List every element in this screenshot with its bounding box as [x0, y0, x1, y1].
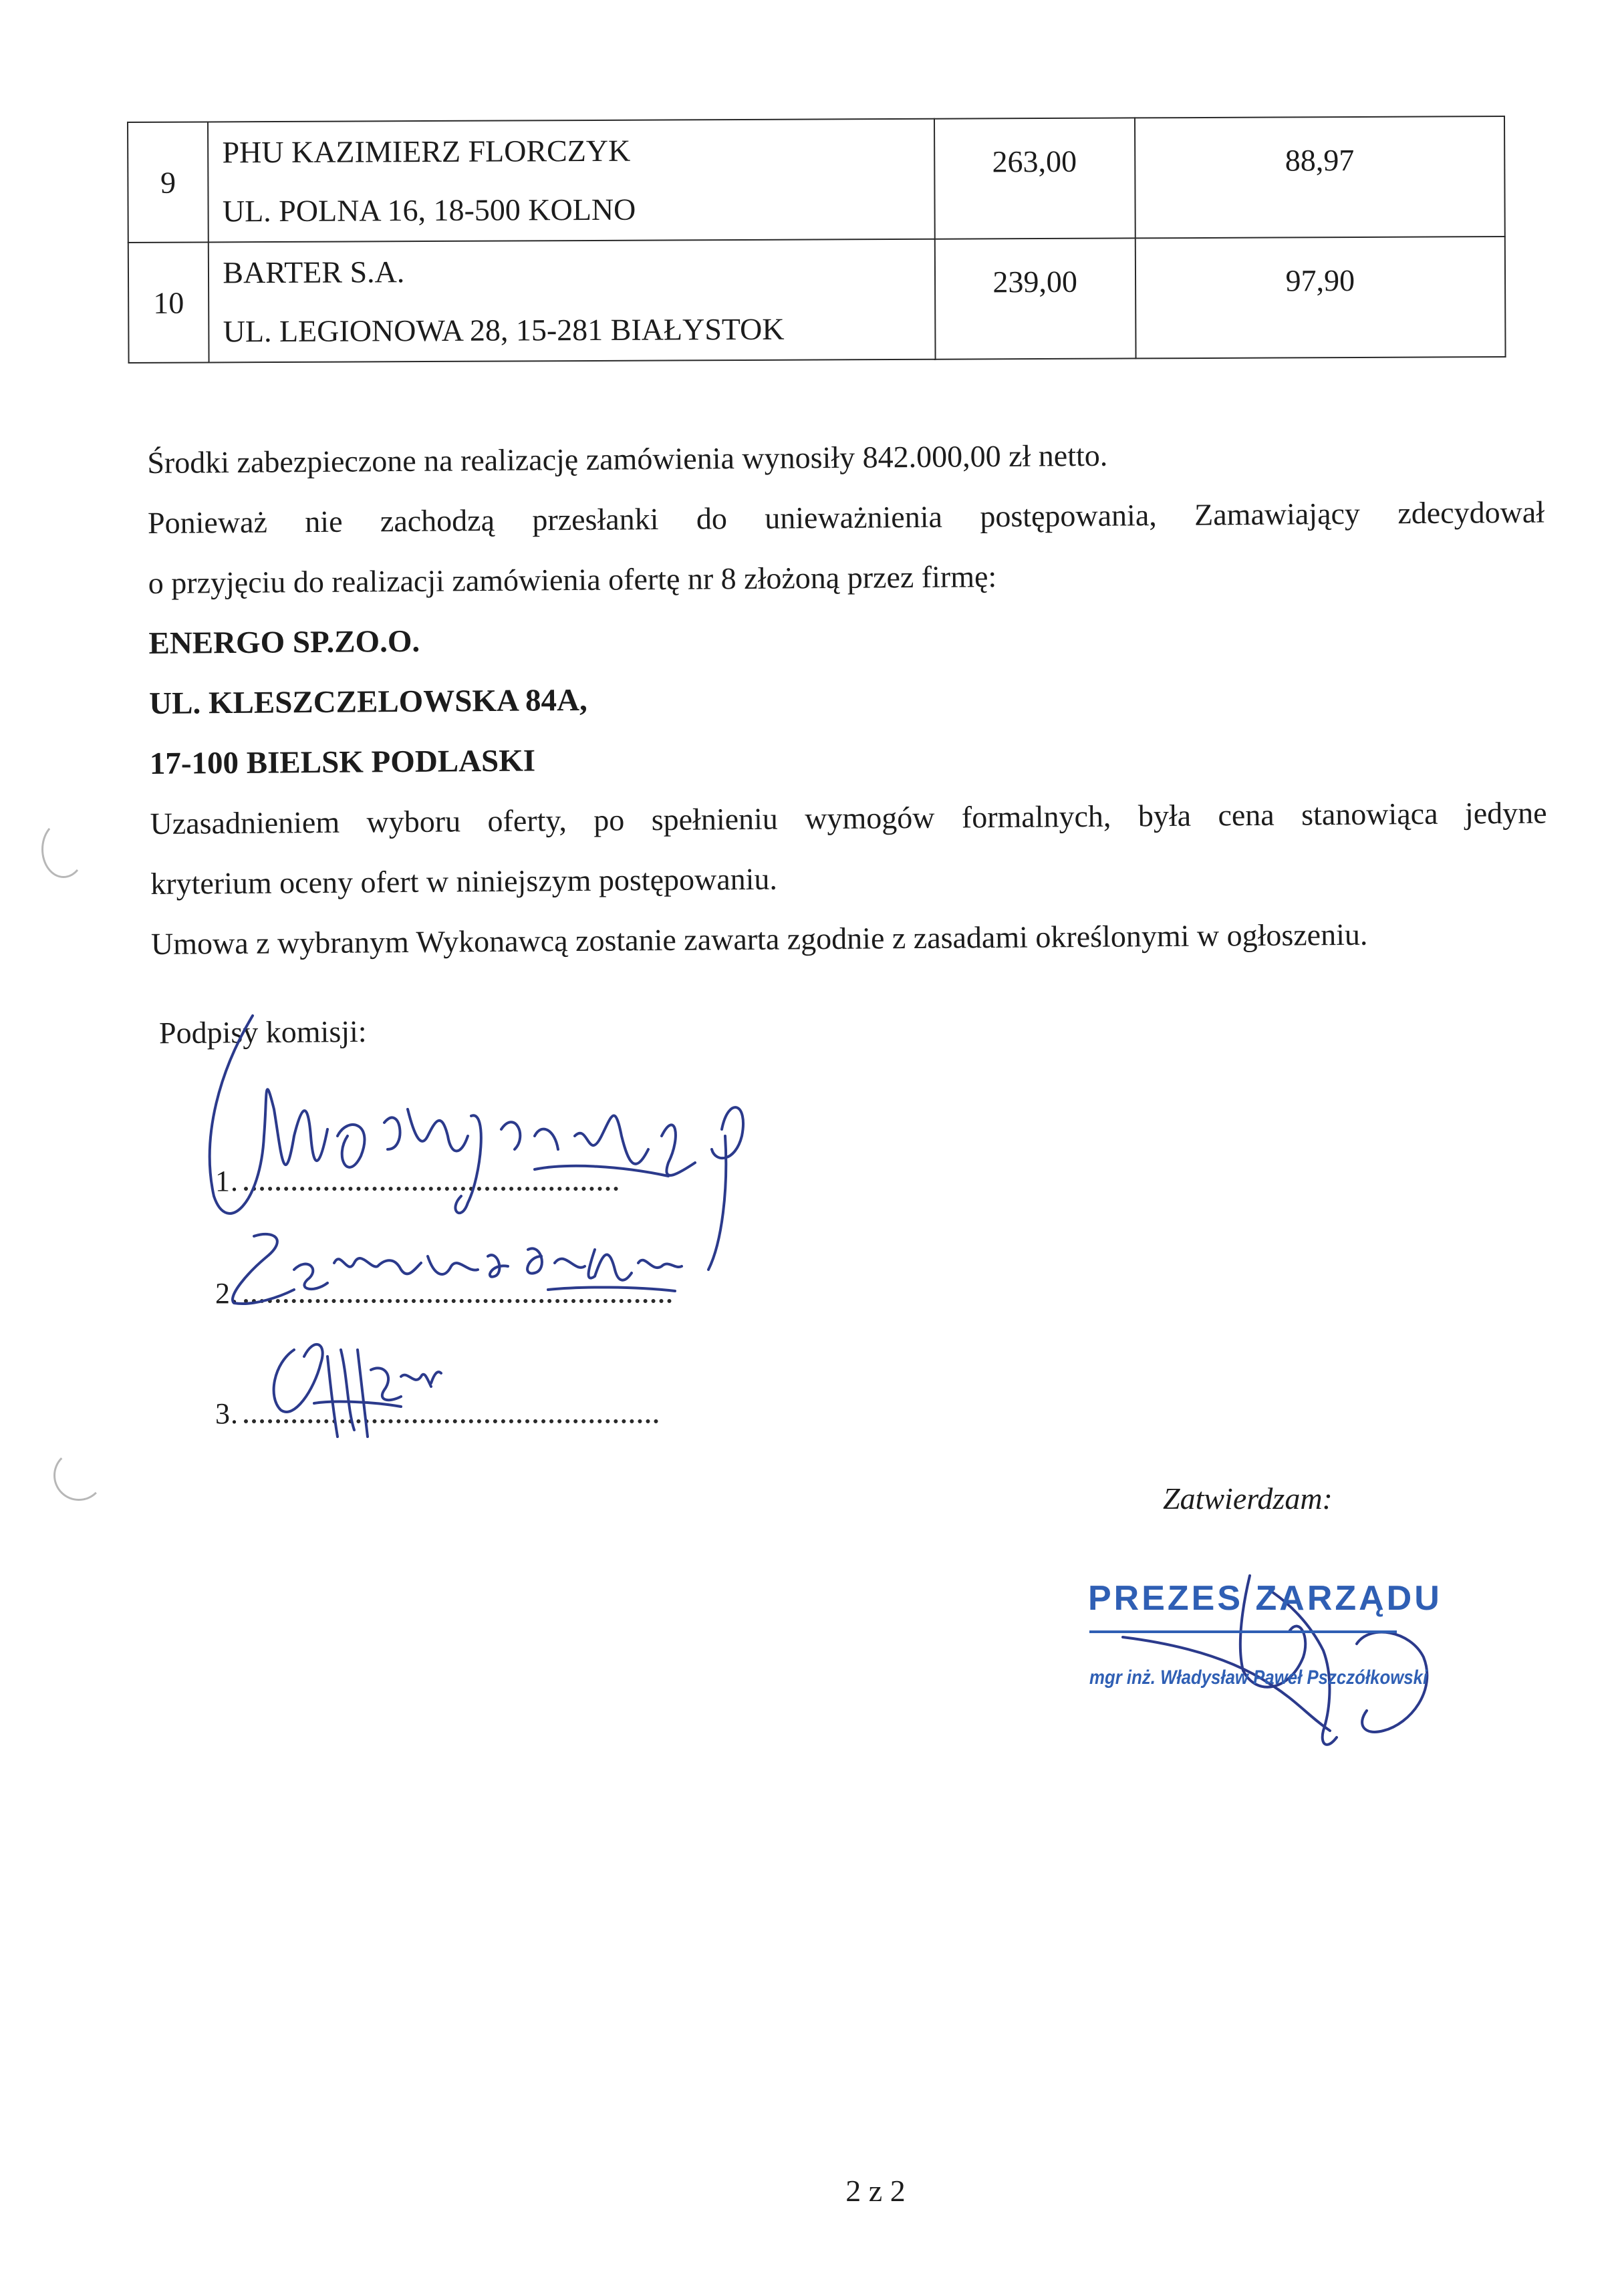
score-cell [1135, 237, 1505, 358]
decision-line: Ponieważ nie zachodzą przesłanki do unieważnienia postępowania, Zamawiający zdecydował [147, 494, 1545, 540]
signature-dots [244, 1294, 672, 1303]
offers-table [127, 116, 1506, 364]
price-value: 263,00 [992, 144, 1077, 178]
approval-label: Zatwierdzam: [1163, 1481, 1333, 1516]
table-row [128, 116, 1505, 243]
signature-number: 2. [215, 1277, 239, 1310]
row-number: 9 [160, 165, 176, 200]
row-number-cell [128, 122, 209, 243]
decision-line: o przyjęciu do realizacji zamówienia ofertę nr 8 złożoną przez firmę: [148, 559, 997, 600]
score-value: 97,90 [1285, 263, 1355, 297]
president-stamp [1083, 1578, 1457, 1712]
signature-number: 3. [215, 1397, 239, 1430]
page-number: 2 z 2 [845, 2174, 906, 2208]
signature-dots [244, 1181, 618, 1191]
bidder-cell [208, 119, 934, 243]
signatures-title: Podpisy komisji: [158, 1014, 367, 1050]
bidder-address: UL. POLNA 16, 18-500 KOLNO [222, 192, 636, 229]
stamp-divider [1089, 1630, 1397, 1633]
justification-line: kryterium oceny ofert w niniejszym postępowaniu. [150, 861, 778, 901]
bidder-cell [209, 239, 935, 363]
bidder-name: BARTER S.A. [223, 255, 405, 290]
price-value: 239,00 [992, 264, 1077, 299]
row-number: 10 [153, 285, 184, 320]
bidder-name: PHU KAZIMIERZ FLORCZYK [222, 133, 631, 170]
row-number-cell [128, 242, 209, 363]
signature-dots [244, 1414, 658, 1423]
score-cell [1135, 116, 1505, 238]
scan-artifact [41, 821, 86, 878]
stamp-title: PREZES ZARZĄDU [1088, 1579, 1442, 1618]
winner-name: ENERGO SP.ZO.O. [148, 623, 420, 661]
scan-artifact [53, 1450, 104, 1501]
contract-paragraph: Umowa z wybranym Wykonawcą zostanie zawarta zgodnie z zasadami określonymi w ogłoszeniu. [150, 917, 1368, 961]
signature-line-2 [215, 1276, 672, 1310]
signature-line-1 [215, 1164, 618, 1198]
funds-paragraph: Środki zabezpieczone na realizację zamówienia wynosiły 842.000,00 zł netto. [147, 438, 1108, 480]
score-value: 88,97 [1285, 142, 1355, 177]
stamp-name: mgr inż. Władysław Paweł Pszczółkowski [1089, 1667, 1428, 1689]
justification-line: Uzasadnieniem wyboru oferty, po spełnieniu wymogów formalnych, była cena stanowiąca jedyne [150, 795, 1547, 841]
winner-street: UL. KLESZCZELOWSKA 84A, [148, 682, 587, 721]
bidder-address: UL. LEGIONOWA 28, 15-281 BIAŁYSTOK [223, 311, 785, 349]
signature-number: 1. [215, 1165, 239, 1197]
price-cell [934, 118, 1135, 239]
price-cell [934, 238, 1135, 359]
signature-line-3 [215, 1397, 658, 1431]
decision-text [147, 422, 1548, 974]
winner-city: 17-100 BIELSK PODLASKI [149, 743, 536, 781]
table-row [128, 237, 1506, 363]
